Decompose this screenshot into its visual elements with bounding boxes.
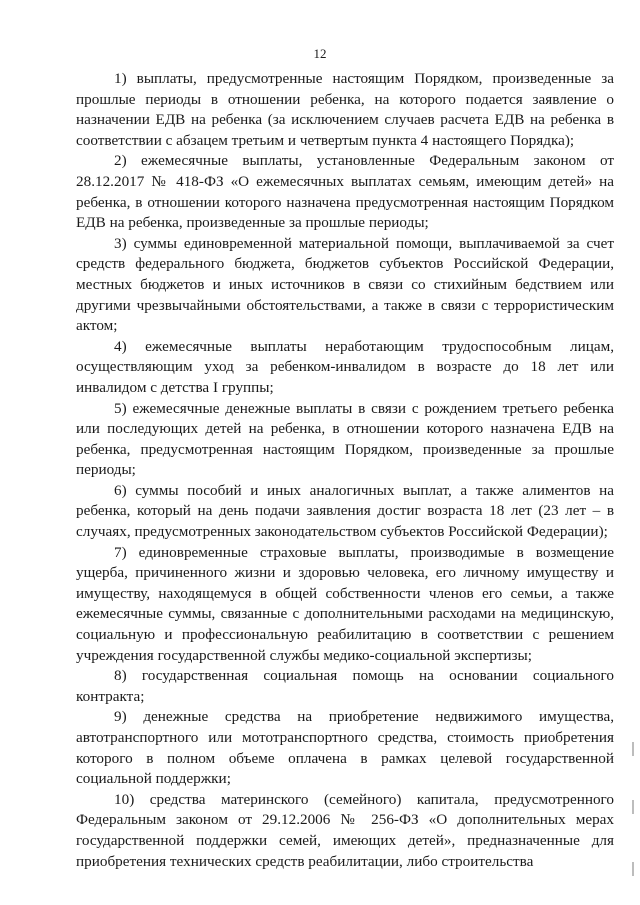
paragraph-item-4: 4) ежемесячные выплаты неработающим трудоспособным лицам, осуществляющим уход за ребенком-инвалидом в возрасте до 18 лет или инвалидом с детства I группы; xyxy=(76,337,614,396)
paragraph-item-8: 8) государственная социальная помощь на основании социального контракта; xyxy=(76,667,614,705)
document-body xyxy=(76,69,614,872)
paragraph-item-10: 10) средства материнского (семейного) капитала, предусмотренного Федеральным законом от 29.12.2006 № 256-ФЗ «О дополнительных мерах государственной поддержки семей, имеющих детей», предназначенные для приобретения технических средств реабилитации, либо строительства xyxy=(76,790,614,870)
scan-artifact-mark xyxy=(632,800,634,814)
paragraph-item-6: 6) суммы пособий и иных аналогичных выплат, а также алиментов на ребенка, который на день подачи заявления достиг возраста 18 лет (23 лет – в случаях, предусмотренных законодательством субъектов Российской Федерации); xyxy=(76,481,614,541)
paragraph-item-7: 7) единовременные страховые выплаты, производимые в возмещение ущерба, причиненного жизни и здоровью человека, его личному имуществу и имуществу, находящемуся в общей собственности членов его семьи, а также ежемесячные суммы, связанные с дополнительными расходами на медицинскую, социальную и профессиональную реабилитацию в соответствии с решением учреждения государственной службы медико-социальной экспертизы; xyxy=(76,543,614,664)
paragraph-item-2: 2) ежемесячные выплаты, установленные Федеральным законом от 28.12.2017 № 418-ФЗ «О ежемесячных выплатах семьям, имеющим детей» на ребенка, в отношении которого назначена предусмотренная настоящим Порядком ЕДВ на ребенка, произведенные за прошлые периоды; xyxy=(76,152,614,232)
paragraph-item-5: 5) ежемесячные денежные выплаты в связи с рождением третьего ребенка или последующих детей на ребенка, в отношении которого назначена ЕДВ на ребенка, предусмотренная настоящим Порядком, произведенные за прошлые периоды; xyxy=(76,399,614,479)
scan-artifact-mark xyxy=(632,742,634,756)
page-number: 12 xyxy=(313,46,327,61)
paragraph-item-3: 3) суммы единовременной материальной помощи, выплачиваемой за счет средств федерального бюджета, бюджетов субъектов Российской Федерации, местных бюджетов и иных источников в связи со стихийным бедствием или другими чрезвычайными обстоятельствами, а также в связи с террористическим актом; xyxy=(76,234,614,335)
scan-artifact-mark xyxy=(632,862,634,876)
paragraph-item-1: 1) выплаты, предусмотренные настоящим Порядком, произведенные за прошлые периоды в отношении ребенка, на которого подается заявление о назначении ЕДВ на ребенка (за исключением случаев расчета ЕДВ на ребенка в соответствии с абзацем третьим и четвертым пункта 4 настоящего Порядка); xyxy=(76,70,614,149)
paragraph-item-9: 9) денежные средства на приобретение недвижимого имущества, автотранспортного или мототранспортного средства, стоимость приобретения которого в полном объеме оплачена в рамках целевой государственной социальной поддержки; xyxy=(76,708,614,788)
